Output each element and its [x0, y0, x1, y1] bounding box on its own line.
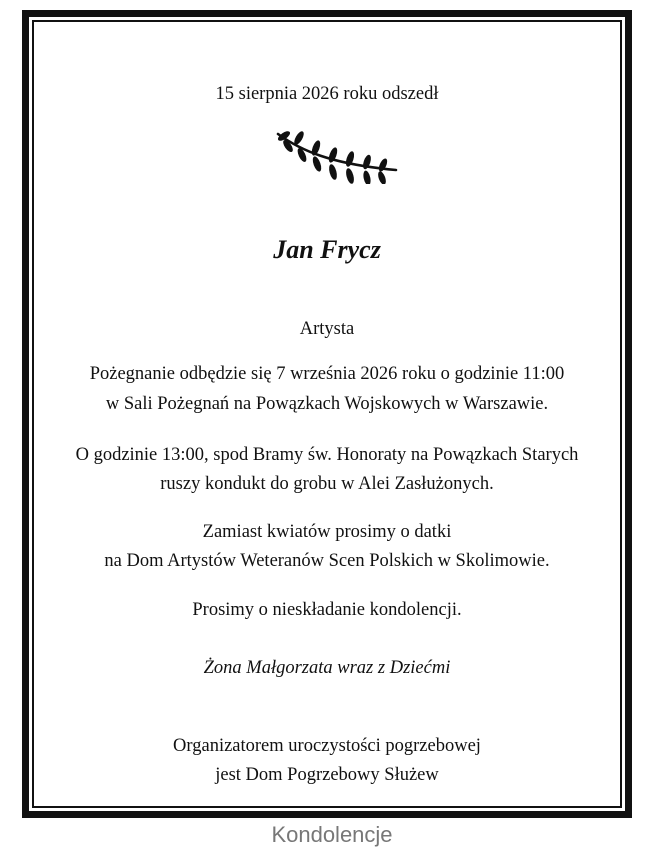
deceased-name: Jan Frycz: [273, 235, 381, 264]
donation-line-2: na Dom Artystów Weteranów Scen Polskich w Skolimowie.: [104, 551, 550, 571]
family-signature: Żona Małgorzata wraz z Dziećmi: [203, 658, 451, 678]
death-date-line: 15 sierpnia 2026 roku odszedł: [215, 84, 439, 104]
deceased-title: Artysta: [299, 319, 355, 339]
obituary-inner-frame: [32, 20, 622, 808]
procession-line-2: ruszy kondukt do grobu w Alei Zasłużonych.: [160, 474, 494, 494]
condolences-heading: Kondolencje: [271, 822, 393, 847]
organizer-line-1: Organizatorem uroczystości pogrzebowej: [173, 736, 481, 756]
procession-line-1: O godzinie 13:00, spod Bramy św. Honoraty na Powązkach Starych: [75, 445, 579, 465]
donation-line-1: Zamiast kwiatów prosimy o datki: [202, 522, 452, 542]
condolence-request: Prosimy o nieskładanie kondolencji.: [192, 600, 462, 620]
obituary-frame: [22, 10, 632, 818]
laurel-branch-icon: [272, 128, 402, 184]
ceremony-line-1: Pożegnanie odbędzie się 7 września 2026 roku o godzinie 11:00: [89, 364, 565, 384]
ceremony-line-2: w Sali Pożegnań na Powązkach Wojskowych w Warszawie.: [105, 394, 549, 414]
organizer-line-2: jest Dom Pogrzebowy Służew: [215, 765, 439, 785]
